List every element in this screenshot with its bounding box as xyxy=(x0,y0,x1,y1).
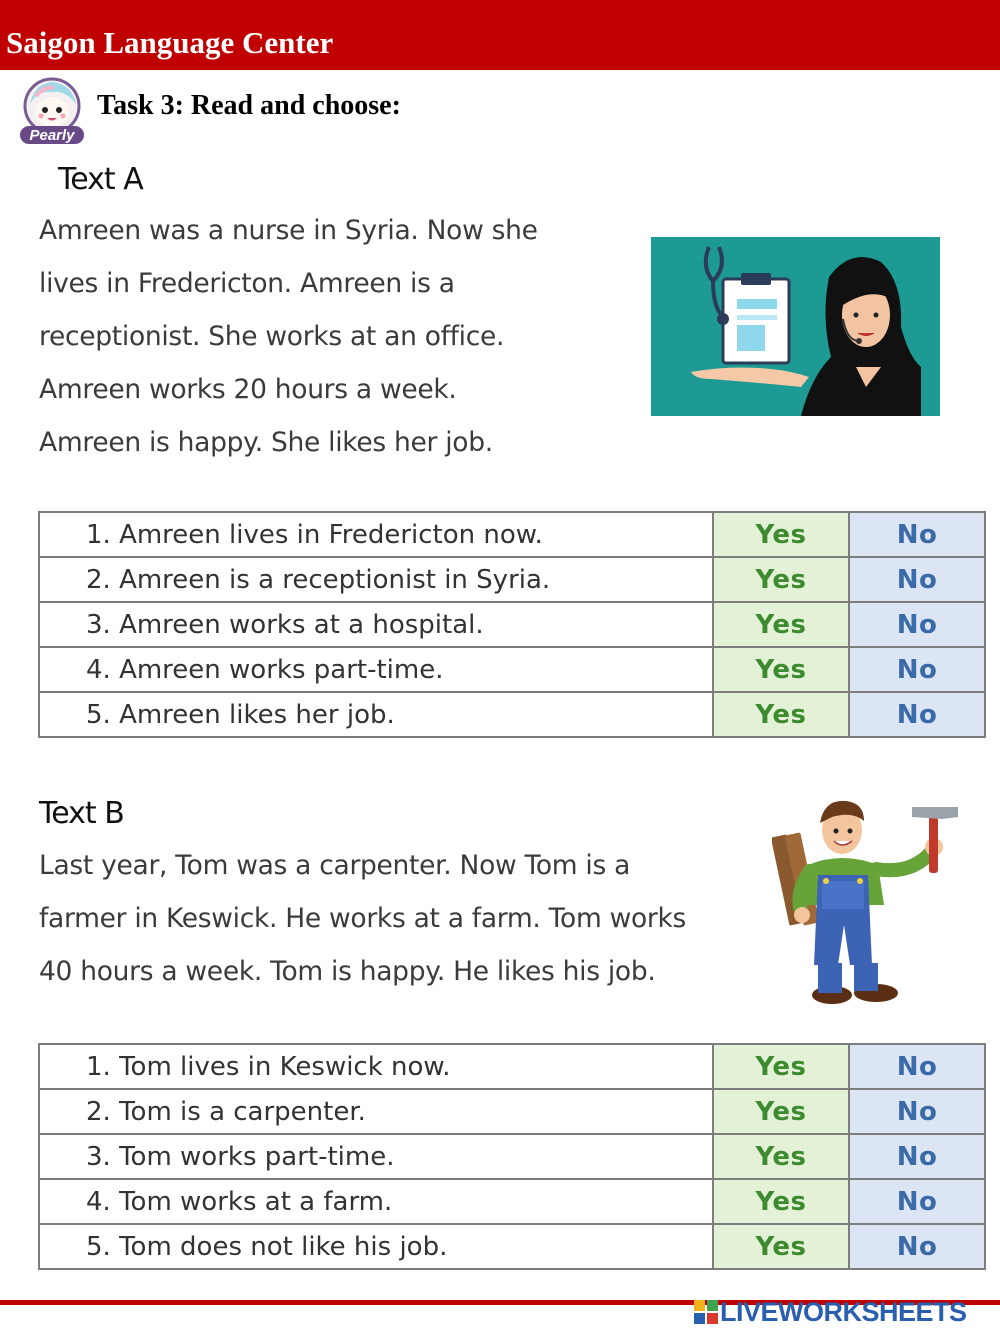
yes-option[interactable]: Yes xyxy=(713,692,849,737)
passage-line: Amreen works 20 hours a week. xyxy=(39,374,457,405)
yes-option[interactable]: Yes xyxy=(713,1134,849,1179)
table-row xyxy=(39,1089,985,1134)
question-text: 3. Amreen works at a hospital. xyxy=(39,602,713,647)
yes-option[interactable]: Yes xyxy=(713,1179,849,1224)
question-text: 4. Amreen works part-time. xyxy=(39,647,713,692)
table-row xyxy=(39,1224,985,1269)
brand-name: LIVEWORKSHEETS xyxy=(720,1296,967,1327)
passage-line: lives in Fredericton. Amreen is a xyxy=(39,268,455,299)
yes-option[interactable]: Yes xyxy=(713,557,849,602)
liveworksheets-icon xyxy=(694,1300,718,1324)
question-text: 3. Tom works part-time. xyxy=(39,1134,713,1179)
no-option[interactable]: No xyxy=(849,512,985,557)
yes-option[interactable]: Yes xyxy=(713,1224,849,1269)
passage-line: Last year, Tom was a carpenter. Now Tom is a xyxy=(39,850,631,881)
yes-option[interactable]: Yes xyxy=(713,647,849,692)
no-option[interactable]: No xyxy=(849,692,985,737)
task-title: Task 3: Read and choose: xyxy=(97,90,401,121)
passage-line: Amreen is happy. She likes her job. xyxy=(39,427,493,458)
yes-option[interactable]: Yes xyxy=(713,1089,849,1134)
no-option[interactable]: No xyxy=(849,1089,985,1134)
question-text: 2. Tom is a carpenter. xyxy=(39,1089,713,1134)
table-row xyxy=(39,692,985,737)
text-a-passage xyxy=(39,204,538,469)
passage-line: farmer in Keswick. He works at a farm. Tom works xyxy=(39,903,687,934)
text-b-passage xyxy=(39,839,686,998)
receptionist-illustration xyxy=(651,237,940,416)
no-option[interactable]: No xyxy=(849,1044,985,1089)
text-a-heading: Text A xyxy=(58,162,143,197)
table-row xyxy=(39,557,985,602)
yes-option[interactable]: Yes xyxy=(713,602,849,647)
pearly-logo xyxy=(14,76,90,148)
text-b-heading: Text B xyxy=(39,796,124,831)
table-row xyxy=(39,1179,985,1224)
liveworksheets-brand[interactable] xyxy=(694,1295,967,1329)
center-name: Saigon Language Center xyxy=(6,25,334,60)
question-text: 1. Amreen lives in Fredericton now. xyxy=(39,512,713,557)
table-row xyxy=(39,1134,985,1179)
no-option[interactable]: No xyxy=(849,1134,985,1179)
question-text: 2. Amreen is a receptionist in Syria. xyxy=(39,557,713,602)
carpenter-illustration xyxy=(772,795,962,1010)
no-option[interactable]: No xyxy=(849,1179,985,1224)
logo-label: Pearly xyxy=(29,127,75,144)
no-option[interactable]: No xyxy=(849,602,985,647)
question-text: 1. Tom lives in Keswick now. xyxy=(39,1044,713,1089)
passage-line: receptionist. She works at an office. xyxy=(39,321,505,352)
question-text: 5. Amreen likes her job. xyxy=(39,692,713,737)
question-text: 5. Tom does not like his job. xyxy=(39,1224,713,1269)
no-option[interactable]: No xyxy=(849,647,985,692)
yes-option[interactable]: Yes xyxy=(713,512,849,557)
question-text: 4. Tom works at a farm. xyxy=(39,1179,713,1224)
table-row xyxy=(39,647,985,692)
header-bar xyxy=(0,0,1000,70)
passage-line: Amreen was a nurse in Syria. Now she xyxy=(39,215,538,246)
text-b-questions-table xyxy=(38,1043,986,1270)
table-row xyxy=(39,512,985,557)
table-row xyxy=(39,1044,985,1089)
passage-line: 40 hours a week. Tom is happy. He likes his job. xyxy=(39,956,656,987)
no-option[interactable]: No xyxy=(849,557,985,602)
yes-option[interactable]: Yes xyxy=(713,1044,849,1089)
text-a-questions-table xyxy=(38,511,986,738)
table-row xyxy=(39,602,985,647)
no-option[interactable]: No xyxy=(849,1224,985,1269)
